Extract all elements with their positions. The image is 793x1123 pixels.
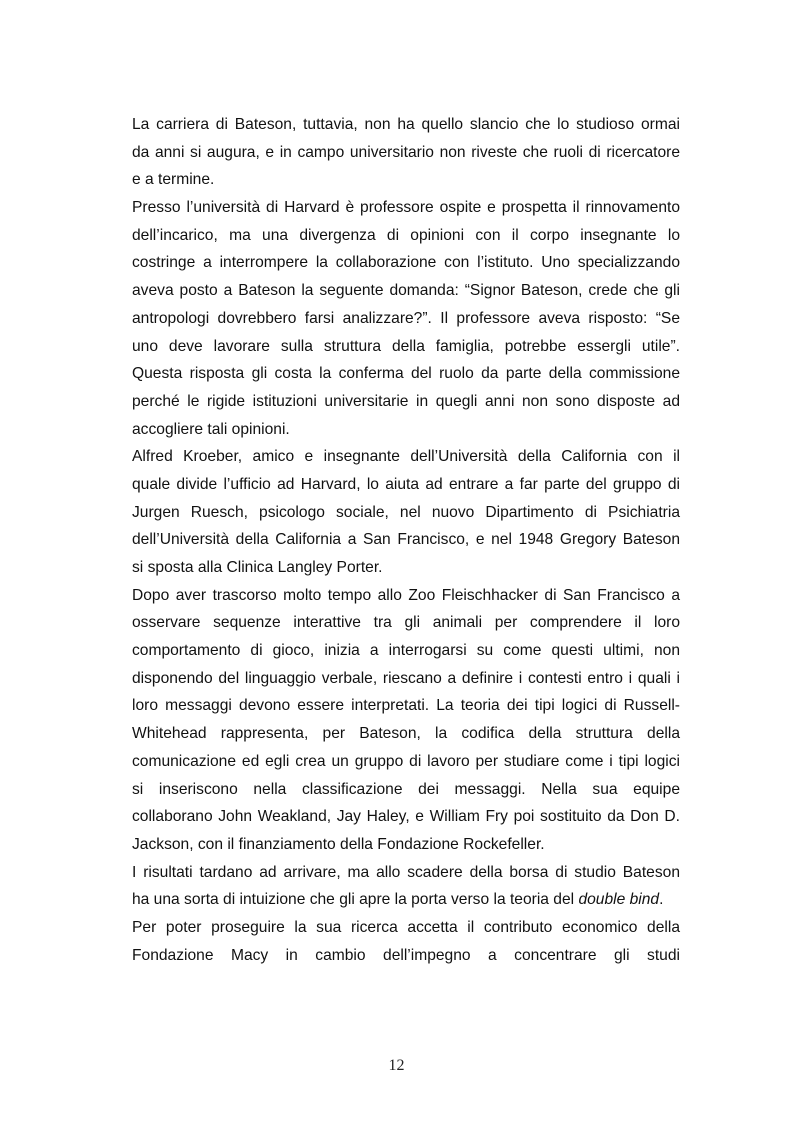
text-line: Jurgen Ruesch, psicologo sociale, nel nuovo Dipartimento di Psichiatria: [132, 503, 680, 521]
body-text: [132, 111, 680, 969]
paragraph: [132, 111, 680, 194]
text-line: Dopo aver trascorso molto tempo allo Zoo Fleischhacker di San Francisco a: [132, 586, 680, 604]
text-line: Alfred Kroeber, amico e insegnante dell’Università della California con il: [132, 448, 680, 466]
text-line: accogliere tali opinioni.: [132, 420, 290, 438]
text-line: disponendo del linguaggio verbale, riescano a definire i contesti entro i quali i: [132, 669, 680, 687]
text-line: Per poter proseguire la sua ricerca accetta il contributo economico della: [132, 918, 680, 936]
text-line: La carriera di Bateson, tuttavia, non ha quello slancio che lo studioso ormai: [132, 116, 680, 133]
text-line: si sposta alla Clinica Langley Porter.: [132, 559, 383, 576]
text-line: I risultati tardano ad arrivare, ma allo scadere della borsa di studio Bateson: [132, 863, 680, 881]
page-number: 12: [388, 1057, 405, 1074]
text-line: comunicazione ed egli crea un gruppo di lavoro per studiare come i tipi logici: [132, 752, 680, 770]
text-line: Fondazione Macy in cambio dell’impegno a concentrare gli studi: [132, 946, 680, 964]
italic-term-punctuation: .: [659, 891, 664, 909]
italic-term: double bind: [578, 891, 660, 909]
paragraph: [132, 859, 680, 970]
text-line: collaborano John Weakland, Jay Haley, e William Fry poi sostituito da Don D.: [132, 808, 680, 826]
text-line: si inseriscono nella classificazione dei messaggi. Nella sua equipe: [132, 780, 680, 798]
text-line: Whitehead rappresenta, per Bateson, la codifica della struttura della: [132, 725, 680, 743]
text-line: comportamento di gioco, inizia a interrogarsi su come questi ultimi, non: [132, 642, 680, 660]
text-line: osservare sequenze interattive tra gli animali per comprendere il loro: [132, 614, 680, 632]
text-line: e a termine.: [132, 171, 215, 189]
text-line: Jackson, con il finanziamento della Fondazione Rockefeller.: [132, 835, 545, 853]
text-line: dell’incarico, ma una divergenza di opinioni con il corpo insegnante lo: [132, 226, 680, 244]
text-line: aveva posto a Bateson la seguente domanda: “Signor Bateson, crede che gli: [132, 282, 680, 300]
text-line: [132, 886, 680, 914]
text-line: costringe a interrompere la collaborazione con l’istituto. Uno specializzando: [132, 254, 680, 272]
paragraph: [132, 582, 680, 859]
text-line: uno deve lavorare sulla struttura della famiglia, potrebbe essergli utile”.: [132, 337, 680, 355]
paragraph: [132, 194, 680, 443]
text-line: quale divide l’ufficio ad Harvard, lo aiuta ad entrare a far parte del gruppo di: [132, 475, 680, 493]
text-line-start: ha una sorta di intuizione che gli apre la porta verso la teoria del: [132, 891, 575, 909]
text-line: antropologi dovrebbero farsi analizzare?”. Il professore aveva risposto: “Se: [132, 309, 680, 327]
text-line: dell’Università della California a San Francisco, e nel 1948 Gregory Bateson: [132, 531, 680, 549]
paragraph: [132, 443, 680, 581]
text-line: loro messaggi devono essere interpretati. La teoria dei tipi logici di Russell-: [132, 697, 680, 715]
text-line: da anni si augura, e in campo universitario non riveste che ruoli di ricercatore: [132, 143, 680, 161]
text-line: Questa risposta gli costa la conferma del ruolo da parte della commissione: [132, 365, 680, 383]
text-line: perché le rigide istituzioni universitarie in quegli anni non sono disposte ad: [132, 392, 680, 410]
text-line: Presso l’università di Harvard è professore ospite e prospetta il rinnovamento: [132, 199, 680, 217]
